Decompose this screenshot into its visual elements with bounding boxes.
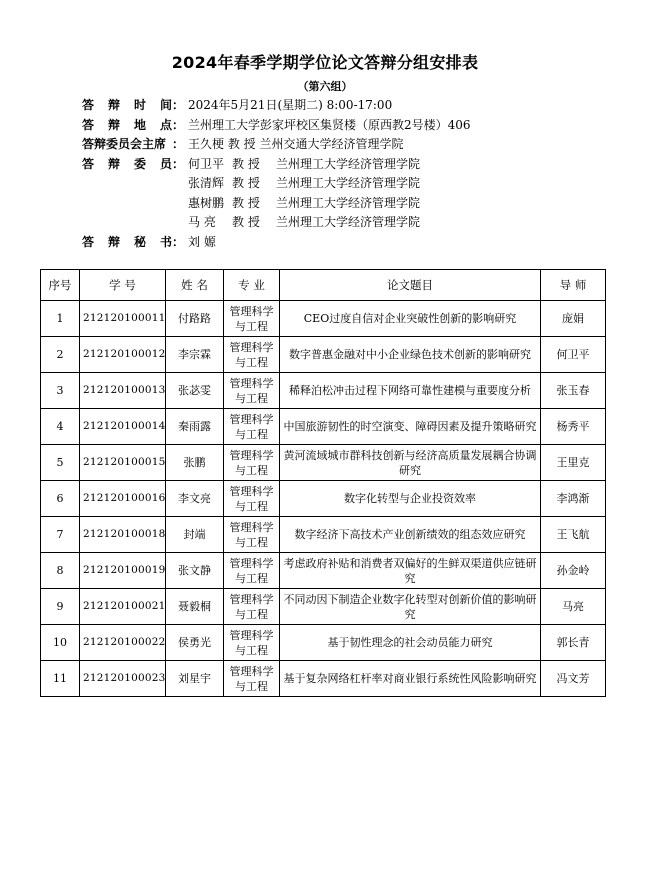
cell-name: 刘星宇 xyxy=(166,661,224,697)
cell-topic: 黄河流域城市群科技创新与经济高质量发展耦合协调研究 xyxy=(280,445,541,481)
cell-no: 3 xyxy=(41,373,80,409)
cell-topic: 基于复杂网络杠杆率对商业银行系统性风险影响研究 xyxy=(280,661,541,697)
header-topic: 论文题目 xyxy=(280,270,541,301)
table-row xyxy=(41,409,606,445)
table-row xyxy=(41,625,606,661)
cell-no: 4 xyxy=(41,409,80,445)
cell-topic: 基于韧性理念的社会动员能力研究 xyxy=(280,625,541,661)
cell-student-id: 212120100011 xyxy=(80,301,166,337)
defense-info xyxy=(82,96,471,252)
cell-topic: 数字化转型与企业投资效率 xyxy=(280,481,541,517)
cell-student-id: 212120100012 xyxy=(80,337,166,373)
cell-topic: 不同动因下制造企业数字化转型对创新价值的影响研究 xyxy=(280,589,541,625)
cell-advisor: 何卫平 xyxy=(541,337,606,373)
secretary-row: 答 辩 秘 书 ： 刘 嫄 xyxy=(82,233,471,253)
cell-no: 10 xyxy=(41,625,80,661)
table-row xyxy=(41,373,606,409)
defense-location-label: 答 辩 地 点 xyxy=(82,117,172,132)
defense-time-row: 答 辩 时 间 ： 2024年5月21日(星期二) 8:00-17:00 xyxy=(82,96,471,116)
cell-advisor: 李鸿渐 xyxy=(541,481,606,517)
cell-advisor: 张玉春 xyxy=(541,373,606,409)
committee-chair-value: 王久梗 教 授 兰州交通大学经济管理学院 xyxy=(188,137,404,151)
cell-major: 管理科学与工程 xyxy=(224,553,280,589)
cell-student-id: 212120100013 xyxy=(80,373,166,409)
header-student-id: 学 号 xyxy=(80,270,166,301)
cell-student-id: 212120100015 xyxy=(80,445,166,481)
table-row xyxy=(41,517,606,553)
cell-student-id: 212120100023 xyxy=(80,661,166,697)
cell-name: 聂毅桐 xyxy=(166,589,224,625)
cell-advisor: 郭长青 xyxy=(541,625,606,661)
cell-no: 5 xyxy=(41,445,80,481)
cell-name: 封端 xyxy=(166,517,224,553)
cell-student-id: 212120100021 xyxy=(80,589,166,625)
cell-advisor: 王飞航 xyxy=(541,517,606,553)
cell-name: 李宗霖 xyxy=(166,337,224,373)
cell-no: 7 xyxy=(41,517,80,553)
cell-student-id: 212120100019 xyxy=(80,553,166,589)
cell-topic: 数字普惠金融对中小企业绿色技术创新的影响研究 xyxy=(280,337,541,373)
cell-topic: 数字经济下高技术产业创新绩效的组态效应研究 xyxy=(280,517,541,553)
cell-topic: 稀释泊松冲击过程下网络可靠性建模与重要度分析 xyxy=(280,373,541,409)
cell-name: 秦雨露 xyxy=(166,409,224,445)
cell-major: 管理科学与工程 xyxy=(224,661,280,697)
secretary-label: 答 辩 秘 书 xyxy=(82,234,172,249)
committee-members-row: 答 辩 委 员 ： 何卫平 教 授 兰州理工大学经济管理学院 xyxy=(82,155,471,175)
cell-name: 李文亮 xyxy=(166,481,224,517)
cell-major: 管理科学与工程 xyxy=(224,301,280,337)
header-no: 序号 xyxy=(41,270,80,301)
header-advisor: 导 师 xyxy=(541,270,606,301)
committee-member: 张清辉 教 授 兰州理工大学经济管理学院 xyxy=(188,176,421,190)
cell-advisor: 孙金岭 xyxy=(541,553,606,589)
cell-no: 6 xyxy=(41,481,80,517)
cell-student-id: 212120100016 xyxy=(80,481,166,517)
cell-no: 2 xyxy=(41,337,80,373)
cell-major: 管理科学与工程 xyxy=(224,625,280,661)
cell-student-id: 212120100014 xyxy=(80,409,166,445)
header-major: 专 业 xyxy=(224,270,280,301)
cell-topic: CEO过度自信对企业突破性创新的影响研究 xyxy=(280,301,541,337)
cell-major: 管理科学与工程 xyxy=(224,517,280,553)
cell-student-id: 212120100022 xyxy=(80,625,166,661)
defense-location-row: 答 辩 地 点 ： 兰州理工大学彭家坪校区集贤楼（原西教2号楼）406 xyxy=(82,116,471,136)
cell-student-id: 212120100018 xyxy=(80,517,166,553)
committee-member: 惠树鹏 教 授 兰州理工大学经济管理学院 xyxy=(188,195,421,210)
table-row xyxy=(41,589,606,625)
document-title: 2024年春季学期学位论文答辩分组安排表 xyxy=(171,53,479,72)
cell-name: 张鹏 xyxy=(166,445,224,481)
table-row xyxy=(41,553,606,589)
cell-name: 张苾雯 xyxy=(166,373,224,409)
committee-chair-label: 答辩委员会主席 xyxy=(82,137,167,151)
cell-no: 9 xyxy=(41,589,80,625)
group-subtitle: （第六组） xyxy=(297,80,353,93)
cell-name: 付路路 xyxy=(166,301,224,337)
cell-major: 管理科学与工程 xyxy=(224,373,280,409)
cell-advisor: 马亮 xyxy=(541,589,606,625)
cell-name: 张文静 xyxy=(166,553,224,589)
cell-advisor: 杨秀平 xyxy=(541,409,606,445)
cell-major: 管理科学与工程 xyxy=(224,589,280,625)
committee-chair-row: 答辩委员会主席 ： 王久梗 教 授 兰州交通大学经济管理学院 xyxy=(82,135,471,155)
cell-advisor: 冯文芳 xyxy=(541,661,606,697)
defense-time-value: 2024年5月21日(星期二) 8:00-17:00 xyxy=(188,98,393,112)
cell-major: 管理科学与工程 xyxy=(224,337,280,373)
cell-advisor: 庞娟 xyxy=(541,301,606,337)
cell-no: 11 xyxy=(41,661,80,697)
cell-major: 管理科学与工程 xyxy=(224,481,280,517)
defense-location-value: 兰州理工大学彭家坪校区集贤楼（原西教2号楼）406 xyxy=(188,117,471,132)
cell-topic: 中国旅游韧性的时空演变、障碍因素及提升策略研究 xyxy=(280,409,541,445)
table-row xyxy=(41,445,606,481)
cell-advisor: 王里克 xyxy=(541,445,606,481)
cell-no: 8 xyxy=(41,553,80,589)
cell-major: 管理科学与工程 xyxy=(224,409,280,445)
header-name: 姓 名 xyxy=(166,270,224,301)
cell-name: 侯勇光 xyxy=(166,625,224,661)
table-row xyxy=(41,481,606,517)
table-header-row xyxy=(41,270,606,301)
defense-schedule-table xyxy=(40,269,606,697)
defense-time-label: 答 辩 时 间 xyxy=(82,98,172,112)
cell-no: 1 xyxy=(41,301,80,337)
committee-members-label: 答 辩 委 员 xyxy=(82,156,172,171)
secretary-value: 刘 嫄 xyxy=(188,234,216,249)
table-row xyxy=(41,337,606,373)
cell-topic: 考虑政府补贴和消费者双偏好的生鲜双渠道供应链研究 xyxy=(280,553,541,589)
table-row xyxy=(41,301,606,337)
table-row xyxy=(41,661,606,697)
committee-member: 何卫平 教 授 兰州理工大学经济管理学院 xyxy=(188,156,421,171)
cell-major: 管理科学与工程 xyxy=(224,445,280,481)
committee-member: 马 亮 教 授 兰州理工大学经济管理学院 xyxy=(188,215,421,229)
